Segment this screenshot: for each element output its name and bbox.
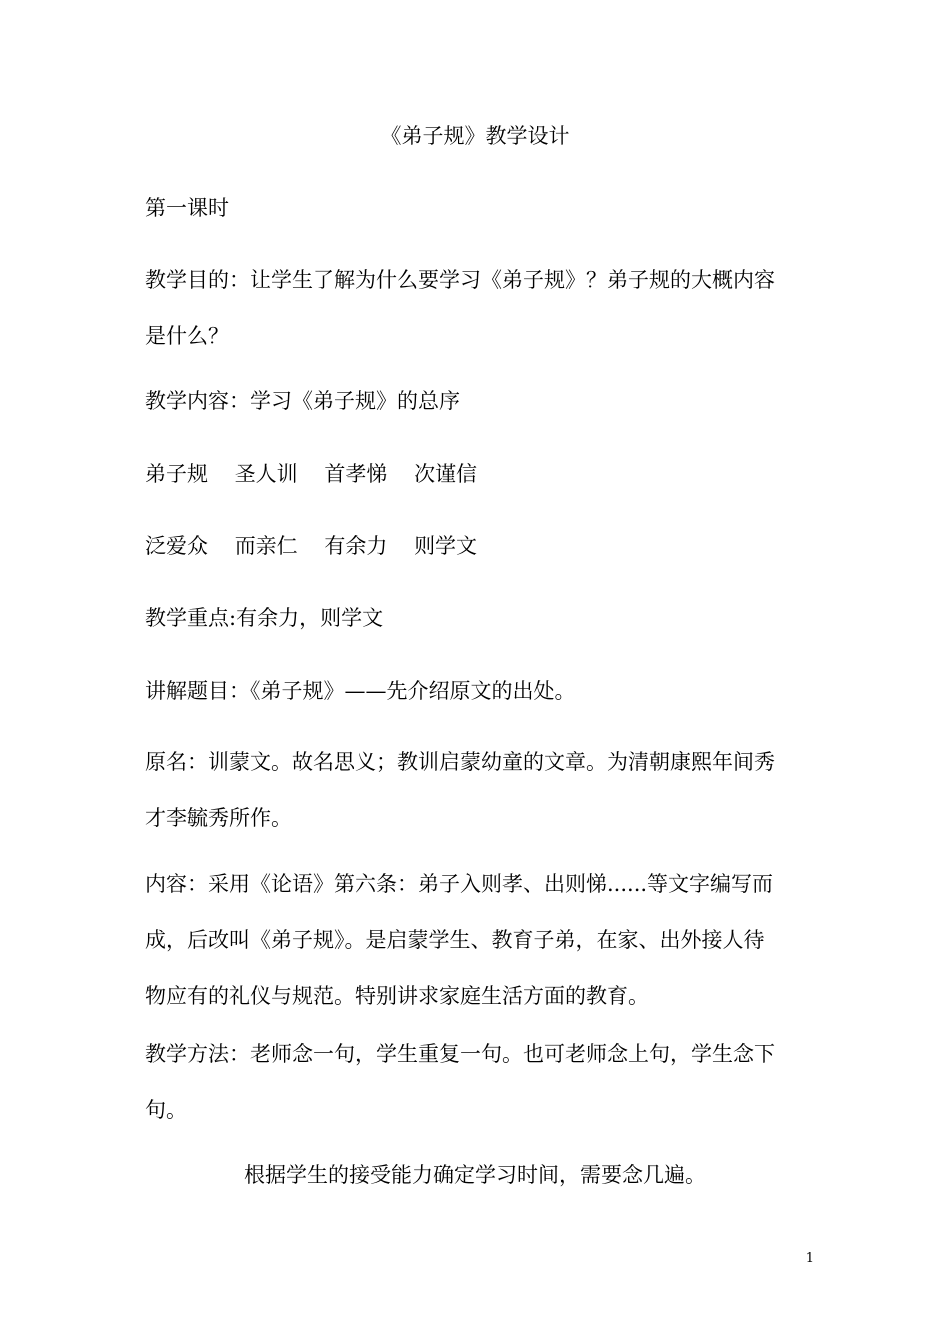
content-line: 成，后改叫《弟子规》。是启蒙学生、教育子弟，在家、出外接人待 <box>145 928 765 952</box>
title-explanation: 讲解题目：《弟子规》——先介绍原文的出处。 <box>145 679 576 703</box>
page-number: 1 <box>805 1251 814 1266</box>
origin-line: 才李毓秀所作。 <box>145 806 292 830</box>
content-paragraph <box>145 866 810 1014</box>
verse-phrase: 圣人训 <box>234 462 298 486</box>
teaching-method <box>145 1036 810 1128</box>
origin-paragraph <box>145 744 810 836</box>
verse-phrase: 首孝悌 <box>324 462 388 486</box>
teaching-objective <box>145 262 810 354</box>
verse-line-1 <box>145 456 810 492</box>
study-time-note: 根据学生的接受能力确定学习时间，需要念几遍。 <box>244 1163 706 1187</box>
verse-phrase: 而亲仁 <box>234 534 298 558</box>
objective-line: 是什么？ <box>145 324 229 348</box>
content-line: 物应有的礼仪与规范。特别讲求家庭生活方面的教育。 <box>145 984 649 1008</box>
verse-phrase: 则学文 <box>414 534 478 558</box>
lesson-label: 第一课时 <box>145 196 229 220</box>
verse-phrase: 泛爱众 <box>145 534 208 558</box>
verse-phrase: 弟子规 <box>145 462 208 486</box>
objective-line: 教学目的：让学生了解为什么要学习《弟子规》？弟子规的大概内容 <box>145 268 775 292</box>
content-line: 内容：采用《论语》第六条：弟子入则孝、出则悌......等文字编写而 <box>145 872 774 896</box>
teaching-content: 教学内容：学习《弟子规》的总序 <box>145 389 460 413</box>
verse-line-2 <box>145 528 810 564</box>
verse-phrase: 次谨信 <box>414 462 478 486</box>
method-line: 教学方法：老师念一句，学生重复一句。也可老师念上句，学生念下 <box>145 1042 775 1066</box>
teaching-focus: 教学重点:有余力，则学文 <box>145 606 384 630</box>
document-title: 《弟子规》教学设计 <box>380 124 570 148</box>
verse-phrase: 有余力 <box>324 534 388 558</box>
method-line: 句。 <box>145 1098 187 1122</box>
origin-line: 原名：训蒙文。故名思义；教训启蒙幼童的文章。为清朝康熙年间秀 <box>145 750 775 774</box>
